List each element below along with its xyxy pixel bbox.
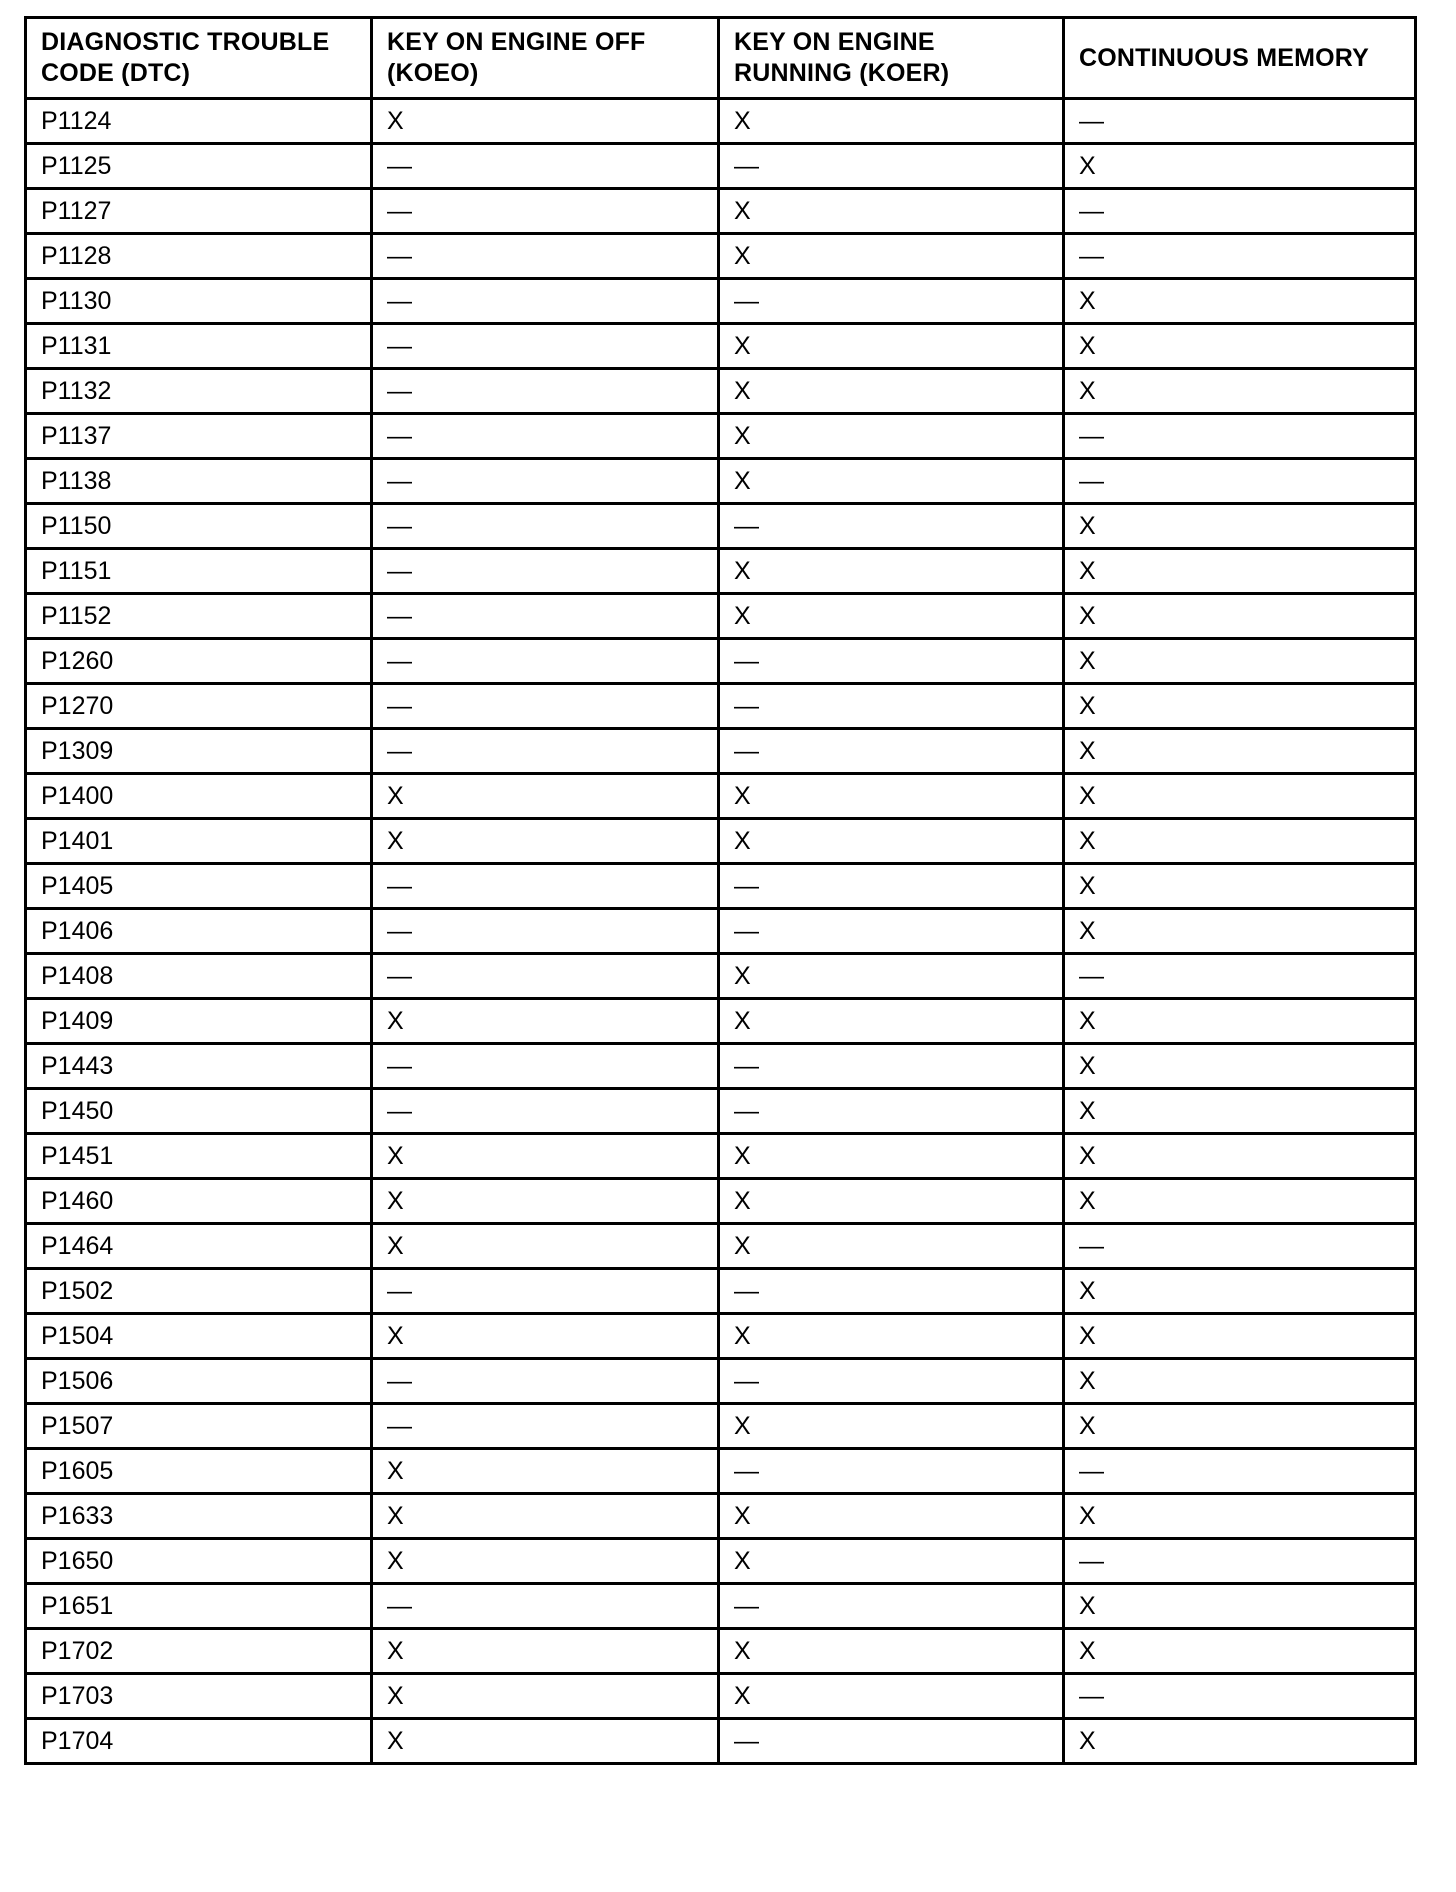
koer-cell: X [719,414,1064,459]
koer-cell: X [719,1539,1064,1584]
dtc-code-cell: P1128 [26,234,372,279]
koeo-cell: X [372,774,719,819]
koer-cell: X [719,1494,1064,1539]
continuous-memory-cell: X [1064,1089,1416,1134]
table-row [26,729,1416,774]
header-dtc [26,18,372,99]
table-row [26,549,1416,594]
dtc-code-cell: P1507 [26,1404,372,1449]
continuous-memory-cell: — [1064,189,1416,234]
dtc-code-cell: P1270 [26,684,372,729]
continuous-memory-cell: X [1064,1179,1416,1224]
continuous-memory-cell: X [1064,1044,1416,1089]
koer-cell: X [719,234,1064,279]
koer-cell: — [719,504,1064,549]
koeo-cell: X [372,1719,719,1764]
koer-cell: X [719,189,1064,234]
koer-cell: — [719,1449,1064,1494]
koer-cell: — [719,1089,1064,1134]
koeo-cell: — [372,639,719,684]
koeo-cell: X [372,1629,719,1674]
continuous-memory-cell: X [1064,504,1416,549]
dtc-code-cell: P1464 [26,1224,372,1269]
koeo-cell: — [372,324,719,369]
koeo-cell: X [372,1179,719,1224]
table-row [26,1359,1416,1404]
koeo-cell: — [372,414,719,459]
koeo-cell: X [372,99,719,144]
continuous-memory-cell: X [1064,369,1416,414]
koer-cell: X [719,954,1064,999]
koer-cell: X [719,369,1064,414]
continuous-memory-cell: — [1064,954,1416,999]
koeo-cell: — [372,459,719,504]
koeo-cell: — [372,1359,719,1404]
koeo-cell: — [372,729,719,774]
koer-cell: — [719,1584,1064,1629]
dtc-code-cell: P1504 [26,1314,372,1359]
continuous-memory-cell: X [1064,684,1416,729]
table-row [26,864,1416,909]
koer-cell: — [719,729,1064,774]
koeo-cell: — [372,234,719,279]
dtc-code-cell: P1137 [26,414,372,459]
koeo-cell: X [372,1224,719,1269]
koer-cell: X [719,594,1064,639]
table-row [26,1539,1416,1584]
dtc-code-cell: P1408 [26,954,372,999]
table-row [26,414,1416,459]
koeo-cell: — [372,1584,719,1629]
dtc-table [24,16,1417,1765]
table-row [26,459,1416,504]
continuous-memory-cell: X [1064,864,1416,909]
table-row [26,1629,1416,1674]
dtc-code-cell: P1260 [26,639,372,684]
table-row [26,234,1416,279]
table-row [26,1179,1416,1224]
table-row [26,999,1416,1044]
koeo-cell: — [372,189,719,234]
koeo-cell: — [372,1269,719,1314]
koeo-cell: X [372,1539,719,1584]
dtc-code-cell: P1506 [26,1359,372,1404]
dtc-code-cell: P1406 [26,909,372,954]
koer-cell: — [719,684,1064,729]
koer-cell: — [719,144,1064,189]
dtc-code-cell: P1151 [26,549,372,594]
continuous-memory-cell: X [1064,774,1416,819]
continuous-memory-cell: X [1064,639,1416,684]
continuous-memory-cell: X [1064,1134,1416,1179]
dtc-code-cell: P1132 [26,369,372,414]
dtc-code-cell: P1704 [26,1719,372,1764]
table-row [26,1494,1416,1539]
koer-cell: — [719,909,1064,954]
dtc-code-cell: P1309 [26,729,372,774]
koer-cell: X [719,549,1064,594]
koeo-cell: — [372,504,719,549]
koer-cell: X [719,324,1064,369]
koeo-cell: X [372,1449,719,1494]
continuous-memory-cell: X [1064,1629,1416,1674]
dtc-code-cell: P1409 [26,999,372,1044]
dtc-code-cell: P1405 [26,864,372,909]
koeo-cell: X [372,999,719,1044]
header-dtc-line2: CODE (DTC) [41,59,191,87]
table-row [26,1134,1416,1179]
header-koer [719,18,1064,99]
koer-cell: X [719,999,1064,1044]
koeo-cell: — [372,1089,719,1134]
koer-cell: X [719,1134,1064,1179]
header-koeo-line1: KEY ON ENGINE OFF [387,28,646,56]
dtc-code-cell: P1443 [26,1044,372,1089]
koeo-cell: — [372,909,719,954]
continuous-memory-cell: X [1064,999,1416,1044]
continuous-memory-cell: X [1064,909,1416,954]
koer-cell: X [719,99,1064,144]
koeo-cell: X [372,1314,719,1359]
header-dtc-line1: DIAGNOSTIC TROUBLE [41,28,330,56]
koer-cell: — [719,1359,1064,1404]
table-row [26,1719,1416,1764]
koer-cell: X [719,1629,1064,1674]
dtc-code-cell: P1125 [26,144,372,189]
continuous-memory-cell: X [1064,1494,1416,1539]
header-koeo-line2: (KOEO) [387,59,479,87]
continuous-memory-cell: X [1064,1584,1416,1629]
header-continuous-memory-label: CONTINUOUS MEMORY [1079,43,1369,72]
table-header [26,18,1416,99]
table-row [26,594,1416,639]
dtc-code-cell: P1703 [26,1674,372,1719]
table-body [26,99,1416,1764]
continuous-memory-cell: X [1064,549,1416,594]
koer-cell: — [719,279,1064,324]
koeo-cell: — [372,954,719,999]
koer-cell: X [719,1404,1064,1449]
continuous-memory-cell: X [1064,1269,1416,1314]
table-row [26,1089,1416,1134]
header-koeo [372,18,719,99]
table-row [26,369,1416,414]
header-koer-line2: RUNNING (KOER) [734,59,950,87]
continuous-memory-cell: — [1064,414,1416,459]
table-row [26,909,1416,954]
koer-cell: — [719,1719,1064,1764]
koeo-cell: X [372,1134,719,1179]
continuous-memory-cell: X [1064,144,1416,189]
table-row [26,324,1416,369]
dtc-code-cell: P1450 [26,1089,372,1134]
table-row [26,954,1416,999]
table-row [26,1584,1416,1629]
koeo-cell: — [372,1044,719,1089]
koeo-cell: X [372,1494,719,1539]
continuous-memory-cell: — [1064,1674,1416,1719]
dtc-code-cell: P1400 [26,774,372,819]
koer-cell: X [719,774,1064,819]
header-continuous-memory [1064,18,1416,99]
continuous-memory-cell: — [1064,1539,1416,1584]
continuous-memory-cell: X [1064,1404,1416,1449]
continuous-memory-cell: — [1064,1449,1416,1494]
continuous-memory-cell: X [1064,729,1416,774]
continuous-memory-cell: X [1064,1314,1416,1359]
table-row [26,99,1416,144]
table-row [26,774,1416,819]
dtc-code-cell: P1702 [26,1629,372,1674]
dtc-code-cell: P1131 [26,324,372,369]
table-row [26,1449,1416,1494]
koeo-cell: X [372,819,719,864]
continuous-memory-cell: X [1064,1719,1416,1764]
koeo-cell: — [372,549,719,594]
dtc-code-cell: P1651 [26,1584,372,1629]
continuous-memory-cell: — [1064,459,1416,504]
table-row [26,144,1416,189]
table-row [26,639,1416,684]
koer-cell: X [719,459,1064,504]
koer-cell: — [719,639,1064,684]
continuous-memory-cell: — [1064,234,1416,279]
koer-cell: — [719,1044,1064,1089]
table-row [26,1224,1416,1269]
table-row [26,1674,1416,1719]
header-row [26,18,1416,99]
koer-cell: — [719,864,1064,909]
koer-cell: X [719,819,1064,864]
koeo-cell: — [372,1404,719,1449]
header-koer-line1: KEY ON ENGINE [734,28,935,56]
continuous-memory-cell: X [1064,594,1416,639]
dtc-code-cell: P1401 [26,819,372,864]
dtc-code-cell: P1152 [26,594,372,639]
table-row [26,504,1416,549]
koeo-cell: — [372,684,719,729]
dtc-code-cell: P1633 [26,1494,372,1539]
table-row [26,1269,1416,1314]
koeo-cell: X [372,1674,719,1719]
koeo-cell: — [372,369,719,414]
dtc-code-cell: P1605 [26,1449,372,1494]
dtc-code-cell: P1124 [26,99,372,144]
table-row [26,279,1416,324]
table-row [26,1404,1416,1449]
koeo-cell: — [372,279,719,324]
continuous-memory-cell: X [1064,819,1416,864]
dtc-code-cell: P1130 [26,279,372,324]
continuous-memory-cell: X [1064,324,1416,369]
koer-cell: X [719,1179,1064,1224]
koer-cell: — [719,1269,1064,1314]
koeo-cell: — [372,594,719,639]
table-row [26,684,1416,729]
dtc-code-cell: P1150 [26,504,372,549]
dtc-code-cell: P1138 [26,459,372,504]
table-row [26,819,1416,864]
table-row [26,1314,1416,1359]
continuous-memory-cell: — [1064,99,1416,144]
dtc-code-cell: P1127 [26,189,372,234]
koer-cell: X [719,1674,1064,1719]
koer-cell: X [719,1314,1064,1359]
continuous-memory-cell: — [1064,1224,1416,1269]
continuous-memory-cell: X [1064,279,1416,324]
dtc-code-cell: P1650 [26,1539,372,1584]
koeo-cell: — [372,144,719,189]
continuous-memory-cell: X [1064,1359,1416,1404]
koer-cell: X [719,1224,1064,1269]
table-row [26,189,1416,234]
koeo-cell: — [372,864,719,909]
dtc-code-cell: P1502 [26,1269,372,1314]
dtc-code-cell: P1451 [26,1134,372,1179]
dtc-code-cell: P1460 [26,1179,372,1224]
table-row [26,1044,1416,1089]
